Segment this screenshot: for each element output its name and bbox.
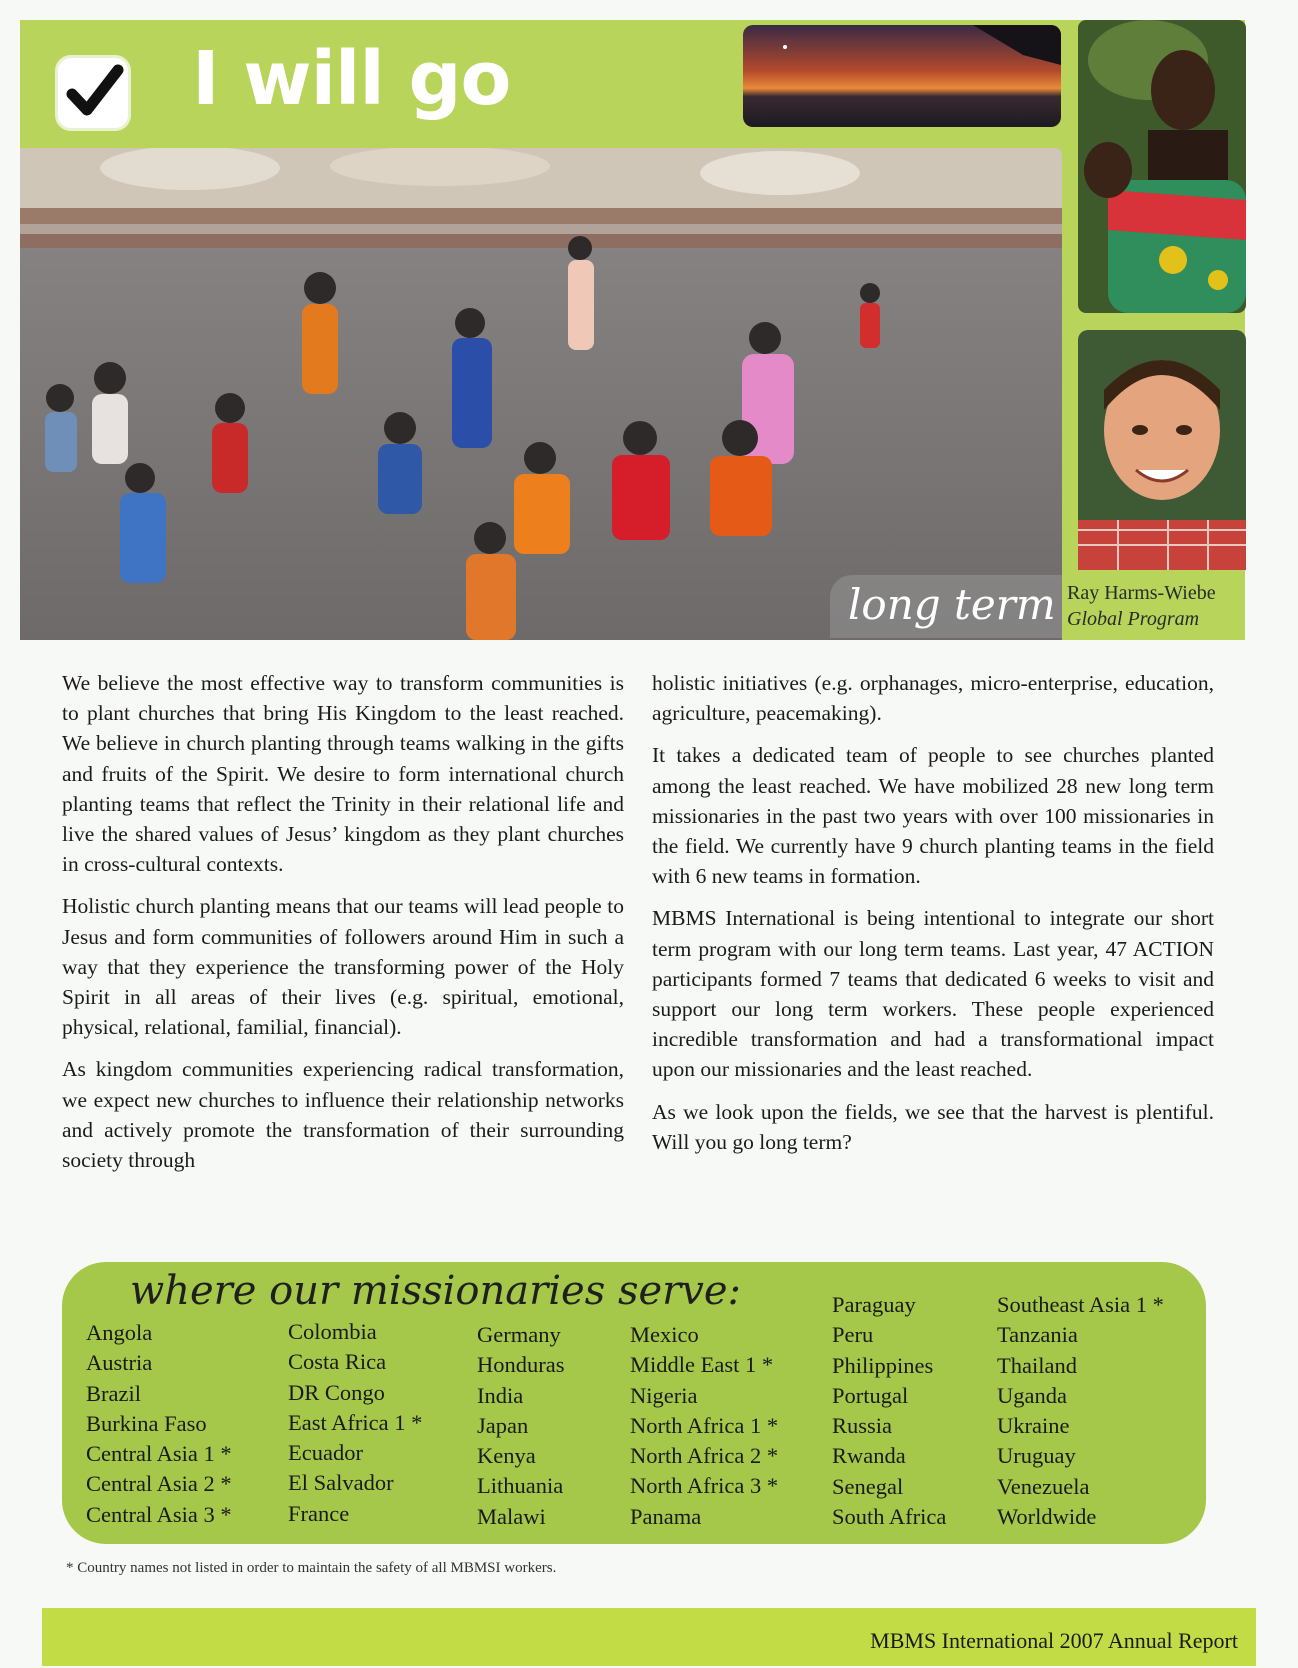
country-list [630,1320,778,1532]
footer-text: MBMS International 2007 Annual Report [870,1628,1238,1653]
country: Mexico [630,1322,699,1347]
photo-caption [1067,580,1247,632]
country: Thailand [997,1352,1077,1378]
country: Japan [477,1412,529,1438]
country: Philippines [832,1352,934,1378]
country-list [477,1320,564,1532]
country: North Africa 3 * [630,1473,779,1499]
country: Central Asia 1 * [86,1441,232,1467]
country: Costa Rica [288,1349,387,1375]
country-list [288,1317,422,1529]
country: Senegal [832,1473,904,1499]
countries-title: where our missionaries serve: [130,1268,742,1314]
country: Portugal [832,1382,909,1408]
paragraph: MBMS International is being intentional to integrate our short term program with our long term teams. Last year, 47 ACTION participants formed 7 teams that dedicated 6 weeks to visit and support our long term workers. These people experienced incredible transformation and had a transformational impact upon our missionaries and the least reached. [652,906,1214,1082]
right-column [652,668,1214,1169]
country: Honduras [477,1352,565,1378]
country: East Africa 1 * [288,1409,423,1435]
country: Central Asia 2 * [86,1471,232,1497]
country: Middle East 1 * [630,1352,774,1378]
country: Peru [832,1322,874,1348]
country-list [997,1290,1164,1532]
country: Brazil [86,1380,141,1406]
country: Central Asia 3 * [86,1501,232,1527]
page-title: I will go [192,36,511,122]
country: Ukraine [997,1413,1070,1439]
country: France [288,1500,350,1526]
caption-name: Ray Harms-Wiebe [1067,582,1216,604]
sunset-photo [743,25,1061,127]
country: Uruguay [997,1443,1076,1469]
children-playing-photo [20,148,1062,640]
country: Venezuela [997,1473,1090,1499]
country: Nigeria [630,1382,698,1408]
long-term-label: long term [830,575,1062,638]
country: Kenya [477,1443,536,1469]
country: South Africa [832,1504,947,1530]
country: Colombia [288,1319,377,1344]
country: India [477,1382,524,1408]
country: Uganda [997,1382,1067,1408]
country: El Salvador [288,1470,394,1496]
country: Angola [86,1320,153,1345]
paragraph: holistic initiatives (e.g. orphanages, micro-enterprise, education, agriculture, peacemaking). [652,671,1214,726]
country: Russia [832,1413,893,1439]
left-column [62,668,624,1187]
girl-portrait-photo [1078,20,1246,313]
paragraph: It takes a dedicated team of people to see churches planted among the least reached. We have mobilized 28 new long term missionaries in the past two years with over 100 missionaries in the field. We currently have 9 church planting teams in the field with 6 new teams in formation. [652,743,1214,889]
ray-harms-wiebe-photo [1078,330,1246,570]
paragraph: Holistic church planting means that our teams will lead people to Jesus and form communities of followers around Him in such a way that they experience the transforming power of the Holy Spirit in all areas of their lives (e.g. spiritual, emotional, physical, relational, familial, financial). [62,894,624,1040]
country: Paraguay [832,1292,916,1317]
country: North Africa 1 * [630,1412,779,1438]
country: Austria [86,1350,153,1376]
checkbox-icon [55,55,131,131]
country: Burkina Faso [86,1410,207,1436]
country: Ecuador [288,1440,363,1466]
country: Southeast Asia 1 * [997,1292,1164,1317]
country-list [832,1290,946,1532]
country: Lithuania [477,1473,564,1499]
caption-role: Global Program [1067,608,1200,630]
country: Germany [477,1322,561,1347]
country: North Africa 2 * [630,1443,779,1469]
paragraph: As kingdom communities experiencing radical transformation, we expect new churches to influence their relationship networks and actively promote the transformation of their surrounding society through [62,1057,624,1173]
country: Panama [630,1503,702,1529]
country: Tanzania [997,1322,1078,1348]
footnote: * Country names not listed in order to maintain the safety of all MBMSI workers. [66,1560,557,1576]
country: Malawi [477,1503,546,1529]
country: DR Congo [288,1379,385,1405]
country-list [86,1318,232,1530]
paragraph: As we look upon the fields, we see that the harvest is plentiful. Will you go long term? [652,1099,1214,1154]
country: Rwanda [832,1443,906,1469]
paragraph: We believe the most effective way to transform communities is to plant churches that bring His Kingdom to the least reached. We believe in church planting through teams walking in the gifts and fruits of the Spirit. We desire to form international church planting teams that reflect the Trinity in their relational life and live the shared values of Jesus’ kingdom as they plant churches in cross-cultural contexts. [62,671,624,877]
country: Worldwide [997,1504,1097,1530]
